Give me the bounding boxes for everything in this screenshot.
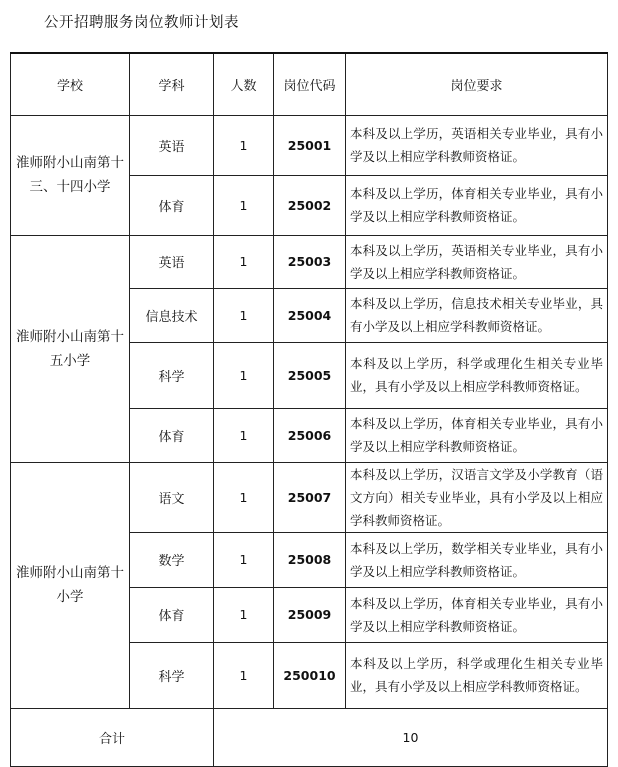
count-cell: 1 <box>214 642 274 708</box>
requirement-cell: 本科及以上学历，汉语言文学及小学教育（语文方向）相关专业毕业，具有小学及以上相应学科教师资格证。 <box>346 462 608 532</box>
table-row <box>11 462 608 532</box>
requirement-cell: 本科及以上学历，英语相关专业毕业，具有小学及以上相应学科教师资格证。 <box>346 115 608 175</box>
code-cell: 25008 <box>274 532 346 587</box>
code-cell: 25001 <box>274 115 346 175</box>
table-row <box>11 235 608 288</box>
header-count: 人数 <box>214 53 274 115</box>
requirement-cell: 本科及以上学历，科学或理化生相关专业毕业，具有小学及以上相应学科教师资格证。 <box>346 642 608 708</box>
school-name: 淮师附小山南第十小学 <box>11 462 130 708</box>
header-requirement: 岗位要求 <box>346 53 608 115</box>
subject-cell: 体育 <box>130 408 214 462</box>
count-cell: 1 <box>214 342 274 408</box>
subject-cell: 体育 <box>130 587 214 642</box>
code-cell: 25003 <box>274 235 346 288</box>
code-cell: 25002 <box>274 175 346 235</box>
requirement-cell: 本科及以上学历，信息技术相关专业毕业，具有小学及以上相应学科教师资格证。 <box>346 288 608 342</box>
subject-cell: 数学 <box>130 532 214 587</box>
requirement-cell: 本科及以上学历，体育相关专业毕业，具有小学及以上相应学科教师资格证。 <box>346 175 608 235</box>
code-cell: 25004 <box>274 288 346 342</box>
recruitment-plan-table <box>10 52 608 767</box>
subject-cell: 科学 <box>130 642 214 708</box>
count-cell: 1 <box>214 288 274 342</box>
requirement-cell: 本科及以上学历，体育相关专业毕业，具有小学及以上相应学科教师资格证。 <box>346 408 608 462</box>
total-label: 合计 <box>11 708 214 766</box>
table-header-row <box>11 53 608 115</box>
total-value: 10 <box>214 708 608 766</box>
subject-cell: 体育 <box>130 175 214 235</box>
code-cell: 25009 <box>274 587 346 642</box>
school-name: 淮师附小山南第十三、十四小学 <box>11 115 130 235</box>
total-row <box>11 708 608 766</box>
requirement-cell: 本科及以上学历，科学或理化生相关专业毕业，具有小学及以上相应学科教师资格证。 <box>346 342 608 408</box>
subject-cell: 信息技术 <box>130 288 214 342</box>
requirement-cell: 本科及以上学历，体育相关专业毕业，具有小学及以上相应学科教师资格证。 <box>346 587 608 642</box>
count-cell: 1 <box>214 587 274 642</box>
code-cell: 25007 <box>274 462 346 532</box>
subject-cell: 英语 <box>130 115 214 175</box>
requirement-cell: 本科及以上学历，数学相关专业毕业，具有小学及以上相应学科教师资格证。 <box>346 532 608 587</box>
count-cell: 1 <box>214 532 274 587</box>
header-code: 岗位代码 <box>274 53 346 115</box>
count-cell: 1 <box>214 235 274 288</box>
code-cell: 25006 <box>274 408 346 462</box>
code-cell: 25005 <box>274 342 346 408</box>
header-school: 学校 <box>11 53 130 115</box>
school-name: 淮师附小山南第十五小学 <box>11 235 130 462</box>
subject-cell: 英语 <box>130 235 214 288</box>
table-row <box>11 115 608 175</box>
page-title: 公开招聘服务岗位教师计划表 <box>44 15 239 31</box>
header-subject: 学科 <box>130 53 214 115</box>
count-cell: 1 <box>214 408 274 462</box>
count-cell: 1 <box>214 115 274 175</box>
subject-cell: 语文 <box>130 462 214 532</box>
count-cell: 1 <box>214 462 274 532</box>
requirement-cell: 本科及以上学历，英语相关专业毕业，具有小学及以上相应学科教师资格证。 <box>346 235 608 288</box>
code-cell: 250010 <box>274 642 346 708</box>
count-cell: 1 <box>214 175 274 235</box>
subject-cell: 科学 <box>130 342 214 408</box>
